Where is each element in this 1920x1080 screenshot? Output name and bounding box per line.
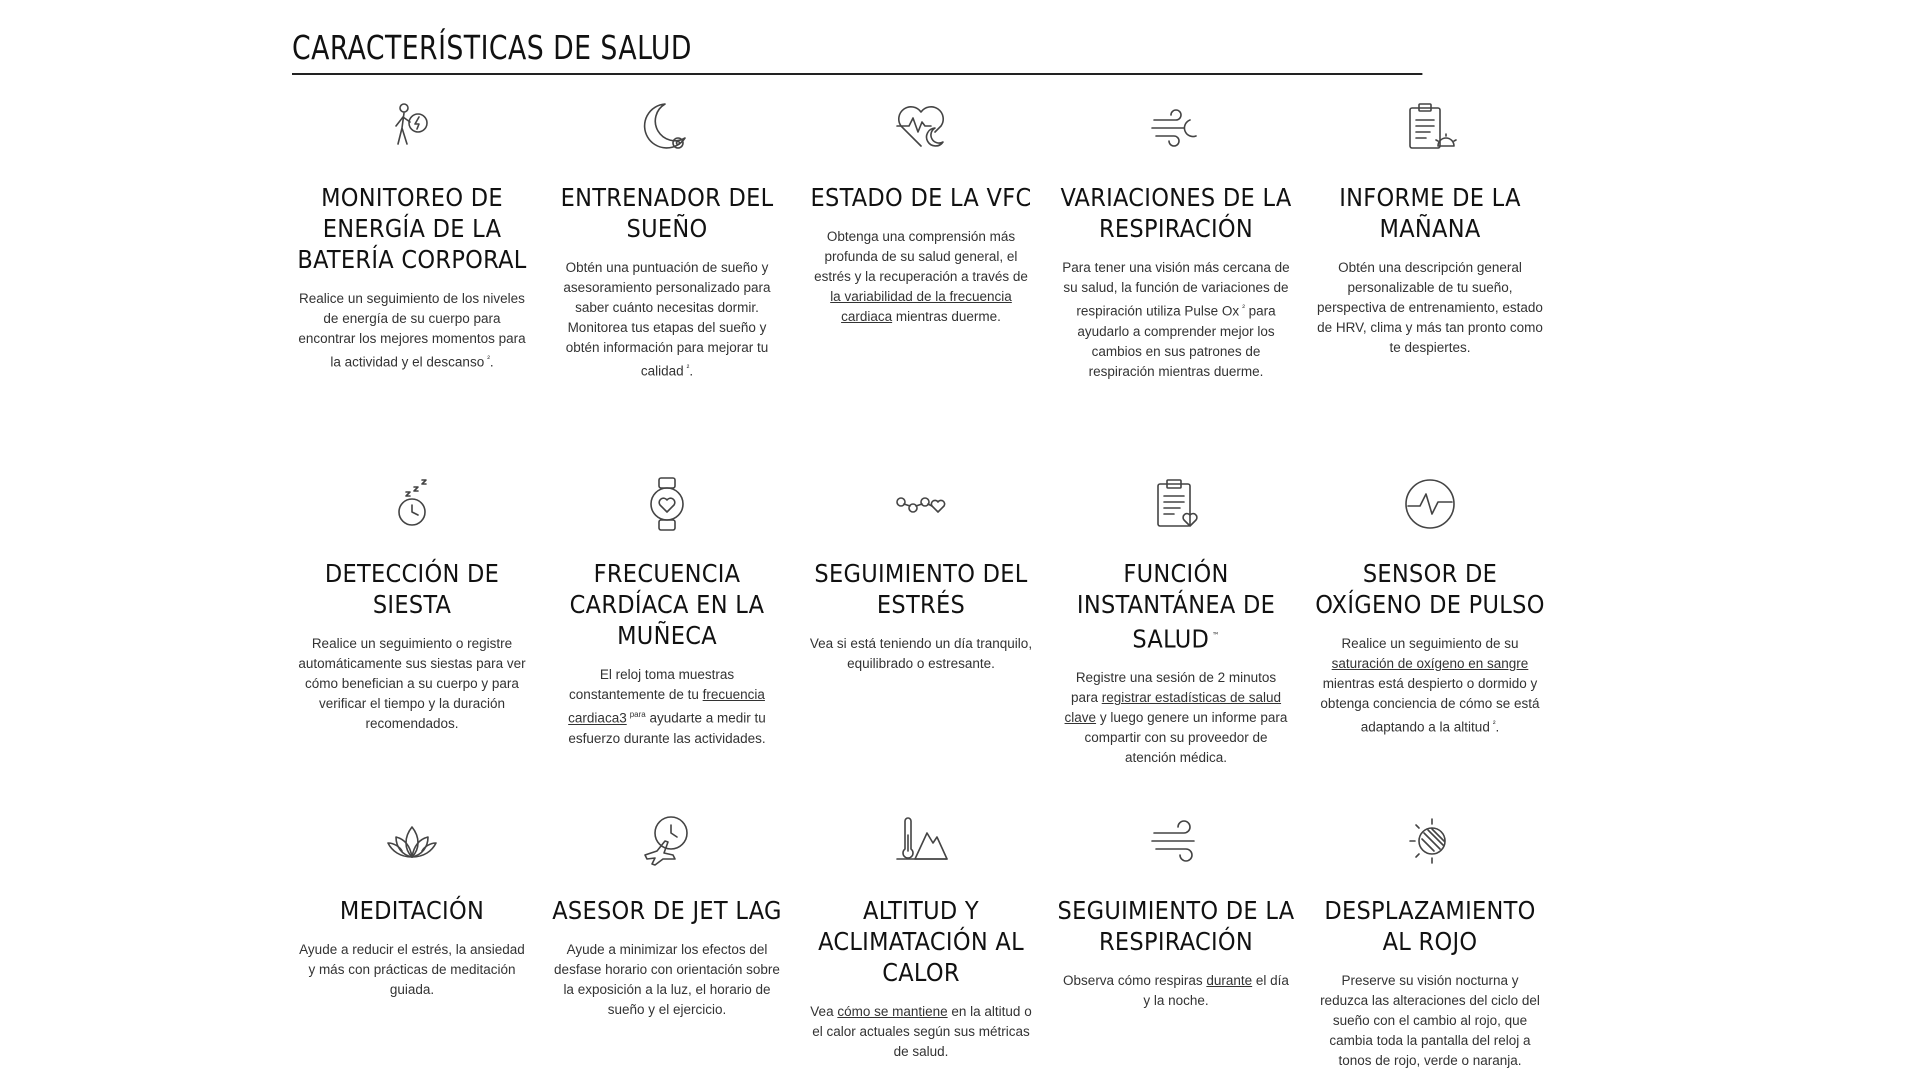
feature-card-wrist-heart-rate [547,474,787,749]
feature-card-morning-report [1310,98,1550,358]
feature-card-hrv-status [801,98,1041,327]
heart-rate-link[interactable]: frecuencia cardiaca3 [568,687,765,726]
feature-card-breathing-variations [1056,98,1296,382]
feature-title: DESPLAZAMIENTO AL ROJO [1324,896,1536,956]
feature-description: Realice un seguimiento o registre automáticamente sus siestas para ver cómo benefician a su cuerpo y para verificar el tiempo y la duración recomendados. [298,636,526,731]
feature-card-red-shift [1310,811,1550,1071]
meditation-icon [382,811,442,871]
blood-oxygen-link[interactable]: saturación de oxígeno en sangre [1331,656,1529,671]
feature-description: Vea si está teniendo un día tranquilo, equilibrado o estresante. [809,636,1033,671]
feature-title: MONITOREO DE ENERGÍA DE LA BATERÍA CORPORAL [297,183,527,274]
feature-title: INFORME DE LA MAÑANA [1339,183,1521,243]
feature-card-sleep-coach [547,98,787,382]
feature-description: Preserve su visión nocturna y reduzca las alteraciones del ciclo del sueño con el cambio al rojo, que cambia toda la pantalla del reloj a tonos de rojo, verde o naranja. [1320,973,1540,1068]
jet-lag-icon [637,811,697,871]
pulse-ox-icon [1400,474,1460,534]
body-battery-icon [382,98,442,158]
nap-detection-icon [382,474,442,534]
feature-description: Realice un seguimiento de los niveles de energía de su cuerpo para encontrar los mejores momentos para la actividad y el descanso $^{^2}$. [298,291,526,370]
red-shift-icon [1400,811,1460,871]
breathing-variations-icon [1146,98,1206,158]
feature-title: FRECUENCIA CARDÍACA EN LA MUÑECA [569,559,765,650]
health-features-section [292,28,1548,75]
feature-card-jet-lag [547,811,787,1020]
how-you-hold-up-link[interactable]: cómo se mantiene [837,1004,948,1019]
feature-card-stress-tracking [801,474,1041,674]
feature-title: ALTITUD Y ACLIMATACIÓN AL CALOR [818,896,1024,987]
feature-title: DETECCIÓN DE SIESTA [324,559,500,619]
feature-description: Vea cómo se mantiene en la altitud o el calor actuales según sus métricas de salud. [810,1004,1032,1059]
feature-title: MEDITACIÓN [339,896,485,925]
feature-title: ENTRENADOR DEL SUEÑO [560,183,774,243]
feature-title: ASESOR DE JET LAG [552,896,782,925]
feature-description: Ayude a minimizar los efectos del desfase horario con orientación sobre la exposición a la luz, el horario de sueño y el ejercicio. [554,942,780,1017]
feature-title: SENSOR DE OXÍGENO DE PULSO [1315,559,1545,619]
feature-title: ESTADO DE LA VFC [810,183,1032,212]
sleep-coach-icon [637,98,697,158]
feature-title: SEGUIMIENTO DE LA RESPIRACIÓN [1057,896,1295,956]
stress-tracking-icon [891,474,951,534]
section-title: CARACTERÍSTICAS DE SALUD [292,28,1422,75]
feature-description: Para tener una visión más cercana de su salud, la función de variaciones de respiración utiliza Pulse Ox $^{^2}$ para ayudarlo a comprender mejor los cambios en sus patrones de respiración mientras duerme. [1062,260,1290,379]
feature-description: Obtén una puntuación de sueño y asesoramiento personalizado para saber cuánto necesitas dormir. Monitorea tus etapas del sueño y obtén información para mejorar tu calidad $^{^2}$. [563,260,771,379]
during-link[interactable]: durante [1206,973,1253,988]
feature-title: SEGUIMIENTO DEL ESTRÉS [814,559,1028,619]
feature-card-altitude-heat [801,811,1041,1062]
feature-card-nap-detection [292,474,532,734]
feature-card-pulse-ox [1310,474,1550,738]
morning-report-icon [1400,98,1460,158]
wrist-heart-rate-icon [637,474,697,534]
feature-description: Realice un seguimiento de su saturación de oxígeno en sangre mientras está despierto o dormido y obtenga conciencia de cómo se está adaptando a la altitud $^{^2}$. [1320,636,1540,735]
feature-card-health-snapshot [1056,474,1296,768]
altitude-heat-icon [891,811,951,871]
feature-description: Observa cómo respiras durante el día y la noche. [1063,973,1289,1008]
health-stats-link[interactable]: registrar estadísticas de salud clave [1064,690,1282,726]
feature-description: Registre una sesión de 2 minutos para registrar estadísticas de salud clave y luego genere un informe para compartir con su proveedor de atención médica. [1064,670,1288,766]
feature-description: Obtenga una comprensión más profunda de su salud general, el estrés y la recuperación a través de la variabilidad de la frecuencia cardiaca mientras duerme. [814,229,1028,324]
feature-title: VARIACIONES DE LA RESPIRACIÓN [1060,183,1292,243]
hrv-status-icon [891,98,951,158]
feature-card-meditation [292,811,532,1000]
feature-card-respiration-tracking [1056,811,1296,1011]
respiration-tracking-icon [1146,811,1206,871]
feature-title: FUNCIÓN INSTANTÁNEA DE SALUD ™ [1076,559,1276,654]
hrv-link[interactable]: la variabilidad de la frecuencia cardiaca [830,289,1012,324]
feature-description: Obtén una descripción general personalizable de tu sueño, perspectiva de entrenamiento, estado de HRV, clima y más tan pronto como te despiertes. [1317,260,1543,355]
feature-description: El reloj toma muestras constantemente de tu frecuencia cardiaca3 $^{para}$ ayudarte a medir tu esfuerzo durante las actividades. [568,667,766,746]
feature-card-body-battery [292,98,532,373]
health-snapshot-icon [1146,474,1206,534]
feature-description: Ayude a reducir el estrés, la ansiedad y más con prácticas de meditación guiada. [299,942,525,997]
